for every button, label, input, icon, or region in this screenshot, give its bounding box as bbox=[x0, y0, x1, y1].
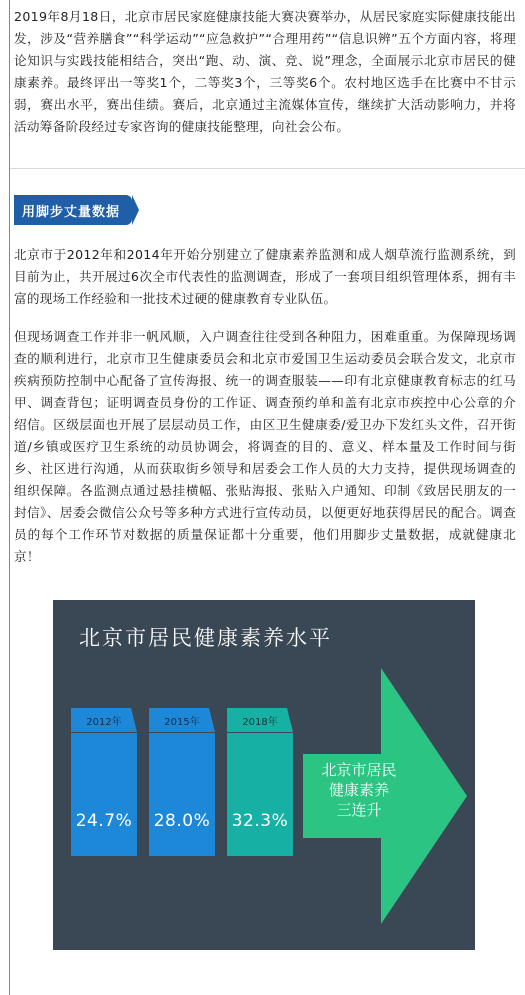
bar-3 bbox=[227, 708, 293, 856]
arrow-caption-line-1: 北京市居民 bbox=[321, 761, 397, 779]
section-divider bbox=[10, 168, 525, 169]
bar-value-label: 24.7% bbox=[75, 811, 133, 831]
health-literacy-infographic bbox=[53, 600, 475, 950]
bar-1 bbox=[71, 708, 137, 856]
fieldwork-paragraph: 但现场调查工作并非一帆风顺，入户调查往往受到各种阻力，困难重重。为保障现场调查的顺利进行，北京市卫生健康委员会和北京市爱国卫生运动委员会联合发文，北京市疾病预防控制中心配备了宣传海报、统一的调查服装——印有北京健康教育标志的红马甲、调查背包；证明调查员身份的工作证、调查预约单和盖有北京市疾控中心公章的介绍信。区级层面也开展了层层动员工作，由区卫生健康委/爱卫办下发红头文件，召开街道/乡镇或医疗卫生系统的动员协调会，将调查的目的、意义、样本量及工作时间与街乡、社区进行沟通，从而获取街乡领导和居委会工作人员的大力支持，提供现场调查的组织保障。各监测点通过悬挂横幅、张贴海报、张贴入户通知、印制《致居民朋友的一封信》、居委会微信公众号等多种方式进行宣传动员，以便更好地获得居民的配合。调查员的每个工作环节对数据的质量保证都十分重要，他们用脚步丈量数据，成就健康北京！ bbox=[14, 329, 516, 564]
left-border-line bbox=[9, 0, 10, 995]
section-heading-badge bbox=[14, 195, 132, 225]
bar-year-label: 2015年 bbox=[164, 717, 200, 728]
bar-year-label: 2012年 bbox=[86, 717, 122, 728]
bar-year-tab bbox=[149, 708, 215, 732]
arrow-caption bbox=[311, 760, 407, 820]
infographic-title: 北京市居民健康素养水平 bbox=[79, 626, 332, 650]
bar-body bbox=[227, 733, 293, 856]
bar-value-label: 28.0% bbox=[153, 811, 211, 831]
bar-year-label: 2018年 bbox=[242, 717, 278, 728]
bar-body bbox=[71, 733, 137, 856]
intro-paragraph: 2019年8月18日，北京市居民家庭健康技能大赛决赛举办，从居民家庭实际健康技能出发，涉及“营养膳食”“科学运动”“应急救护”“合理用药”“信息识辨”五个方面内容，将理论知识与实践技能相结合，突出“跑、动、演、竞、说”理念，全面展示北京市居民的健康素养。最终评出一等奖1个，二等奖3个，三等奖6个。农村地区选手在比赛中不甘示弱，赛出水平，赛出佳绩。赛后，北京通过主流媒体宣传，继续扩大活动影响力，并将活动筹备阶段经过专家咨询的健康技能整理，向社会公布。 bbox=[14, 9, 516, 134]
bar-year-tab bbox=[71, 708, 137, 732]
bar-year-tab bbox=[227, 708, 293, 732]
bar-value-label: 32.3% bbox=[231, 811, 289, 831]
bar-2 bbox=[149, 708, 215, 856]
arrow-caption-line-3: 三连升 bbox=[336, 801, 382, 819]
bar-body bbox=[149, 733, 215, 856]
arrow-caption-line-2: 健康素养 bbox=[328, 781, 389, 799]
section-heading-text: 用脚步丈量数据 bbox=[22, 205, 121, 220]
monitoring-paragraph: 北京市于2012年和2014年开始分别建立了健康素养监测和成人烟草流行监测系统，到目前为止，共开展过6次全市代表性的监测调查，形成了一套项目组织管理体系，拥有丰富的现场工作经验和一批技术过硬的健康教育专业队伍。 bbox=[14, 247, 516, 306]
